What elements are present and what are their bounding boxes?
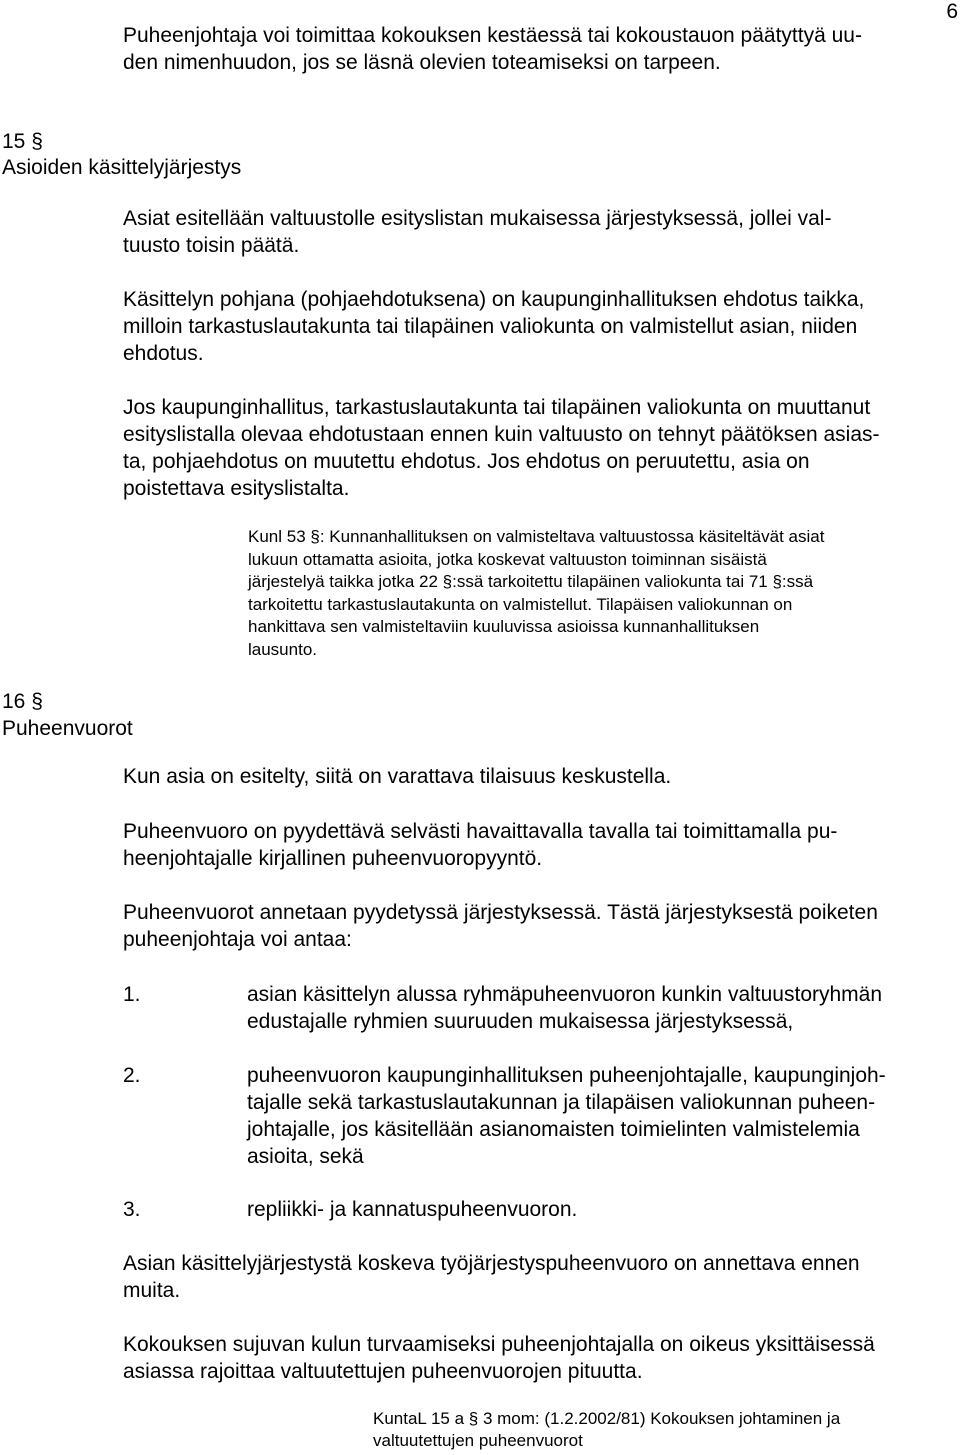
page-number: 6: [946, 0, 958, 23]
list-item-text: [247, 1196, 952, 1223]
section-16-paragraph-1: [123, 763, 953, 790]
section-15-paragraph-3: [123, 394, 953, 502]
paragraph-line: poistettava esityslistalta.: [123, 477, 350, 500]
paragraph-line: heenjohtajalle kirjallinen puheenvuoropyyntö.: [123, 847, 543, 870]
paragraph-line: Jos kaupunginhallitus, tarkastuslautakunta tai tilapäinen valiokunta on muuttanut: [123, 396, 871, 419]
paragraph-line: asiassa rajoittaa valtuutettujen puheenvuorojen pituutta.: [123, 1360, 643, 1383]
list-line: edustajalle ryhmien suuruuden mukaisessa järjestyksessä,: [247, 1010, 794, 1033]
paragraph-line: muita.: [123, 1279, 181, 1302]
paragraph-line: Asian käsittelyjärjestystä koskeva työjärjestyspuheenvuoro on annettava ennen: [123, 1252, 860, 1275]
list-item-text: [247, 1062, 952, 1170]
note-line: hankittava sen valmisteltaviin kuuluvissa asioissa kunnanhallituksen: [248, 617, 760, 636]
paragraph-line: Puheenvuorot annetaan pyydetyssä järjestyksessä. Tästä järjestyksestä poiketen: [123, 901, 878, 924]
section-16-title: Puheenvuorot: [2, 717, 133, 740]
list-item-text: [247, 981, 952, 1035]
paragraph-line: ta, pohjaehdotus on muutettu ehdotus. Jos ehdotus on peruutettu, asia on: [123, 450, 810, 473]
paragraph-line: Kokouksen sujuvan kulun turvaamiseksi puheenjohtajalla on oikeus yksittäisessä: [123, 1333, 875, 1356]
paragraph-line: esityslistalla olevaa ehdotustaan ennen kuin valtuusto on tehnyt päätöksen asias-: [123, 423, 880, 446]
law-reference-footnote: [373, 1408, 933, 1452]
footnote-line: valtuutettujen puheenvuorot: [373, 1431, 583, 1450]
note-line: lukuun ottamatta asioita, jotka koskevat valtuuston toiminnan sisäistä: [248, 549, 767, 569]
intro-paragraph: [123, 22, 953, 76]
list-item-number: 1.: [123, 983, 141, 1006]
paragraph-line: tuusto toisin päätä.: [123, 234, 300, 257]
list-line: johtajalle, jos käsitellään asianomaisten toimielinten valmistelemia: [247, 1118, 860, 1141]
section-16-number: 16 §: [2, 690, 43, 713]
paragraph-line: milloin tarkastuslautakunta tai tilapäinen valiokunta on valmistellut asian, niiden: [123, 315, 858, 338]
paragraph-line: puheenjohtaja voi antaa:: [123, 928, 352, 951]
list-item-number: 2.: [123, 1064, 141, 1087]
list-line: puheenvuoron kaupunginhallituksen puheenjohtajalle, kaupunginjoh-: [247, 1064, 886, 1087]
list-item-number: 3.: [123, 1198, 141, 1221]
section-16-paragraph-5: [123, 1331, 953, 1385]
section-15-number: 15 §: [2, 130, 43, 153]
paragraph-line: ehdotus.: [123, 342, 204, 365]
section-15-paragraph-1: [123, 205, 953, 259]
section-15-paragraph-2: [123, 286, 953, 367]
section-16-paragraph-3: [123, 899, 953, 953]
section-16-paragraph-2: [123, 818, 953, 872]
law-note: [248, 526, 948, 661]
note-line: järjestelyä taikka jotka 22 §:ssä tarkoitettu tilapäinen valiokunta tai 71 §:ssä: [248, 572, 814, 591]
list-line: tajalle sekä tarkastuslautakunnan ja tilapäisen valiokunnan puheen-: [247, 1091, 876, 1114]
note-line: Kunl 53 §: Kunnanhallituksen on valmisteltava valtuustossa käsiteltävät asiat: [248, 527, 825, 546]
list-line: asian käsittelyn alussa ryhmäpuheenvuoron kunkin valtuustoryhmän: [247, 983, 883, 1006]
intro-line: Puheenjohtaja voi toimittaa kokouksen kestäessä tai kokoustauon päätyttyä uu-: [123, 24, 862, 47]
paragraph-line: Asiat esitellään valtuustolle esityslistan mukaisessa järjestyksessä, jollei val-: [123, 207, 832, 230]
intro-line: den nimenhuudon, jos se läsnä olevien toteamiseksi on tarpeen.: [123, 51, 721, 74]
paragraph-line: Puheenvuoro on pyydettävä selvästi havaittavalla tavalla tai toimittamalla pu-: [123, 820, 838, 843]
paragraph-line: Kun asia on esitelty, siitä on varattava tilaisuus keskustella.: [123, 765, 672, 788]
list-line: repliikki- ja kannatuspuheenvuoron.: [247, 1198, 578, 1221]
list-line: asioita, sekä: [247, 1145, 364, 1168]
note-line: lausunto.: [248, 639, 317, 659]
paragraph-line: Käsittelyn pohjana (pohjaehdotuksena) on kaupunginhallituksen ehdotus taikka,: [123, 288, 865, 311]
footnote-line: KuntaL 15 a § 3 mom: (1.2.2002/81) Kokouksen johtaminen ja: [373, 1409, 841, 1428]
section-16-paragraph-4: [123, 1250, 953, 1304]
note-line: tarkoitettu tarkastuslautakunta on valmistellut. Tilapäisen valiokunnan on: [248, 594, 793, 614]
section-15-title: Asioiden käsittelyjärjestys: [2, 156, 242, 179]
